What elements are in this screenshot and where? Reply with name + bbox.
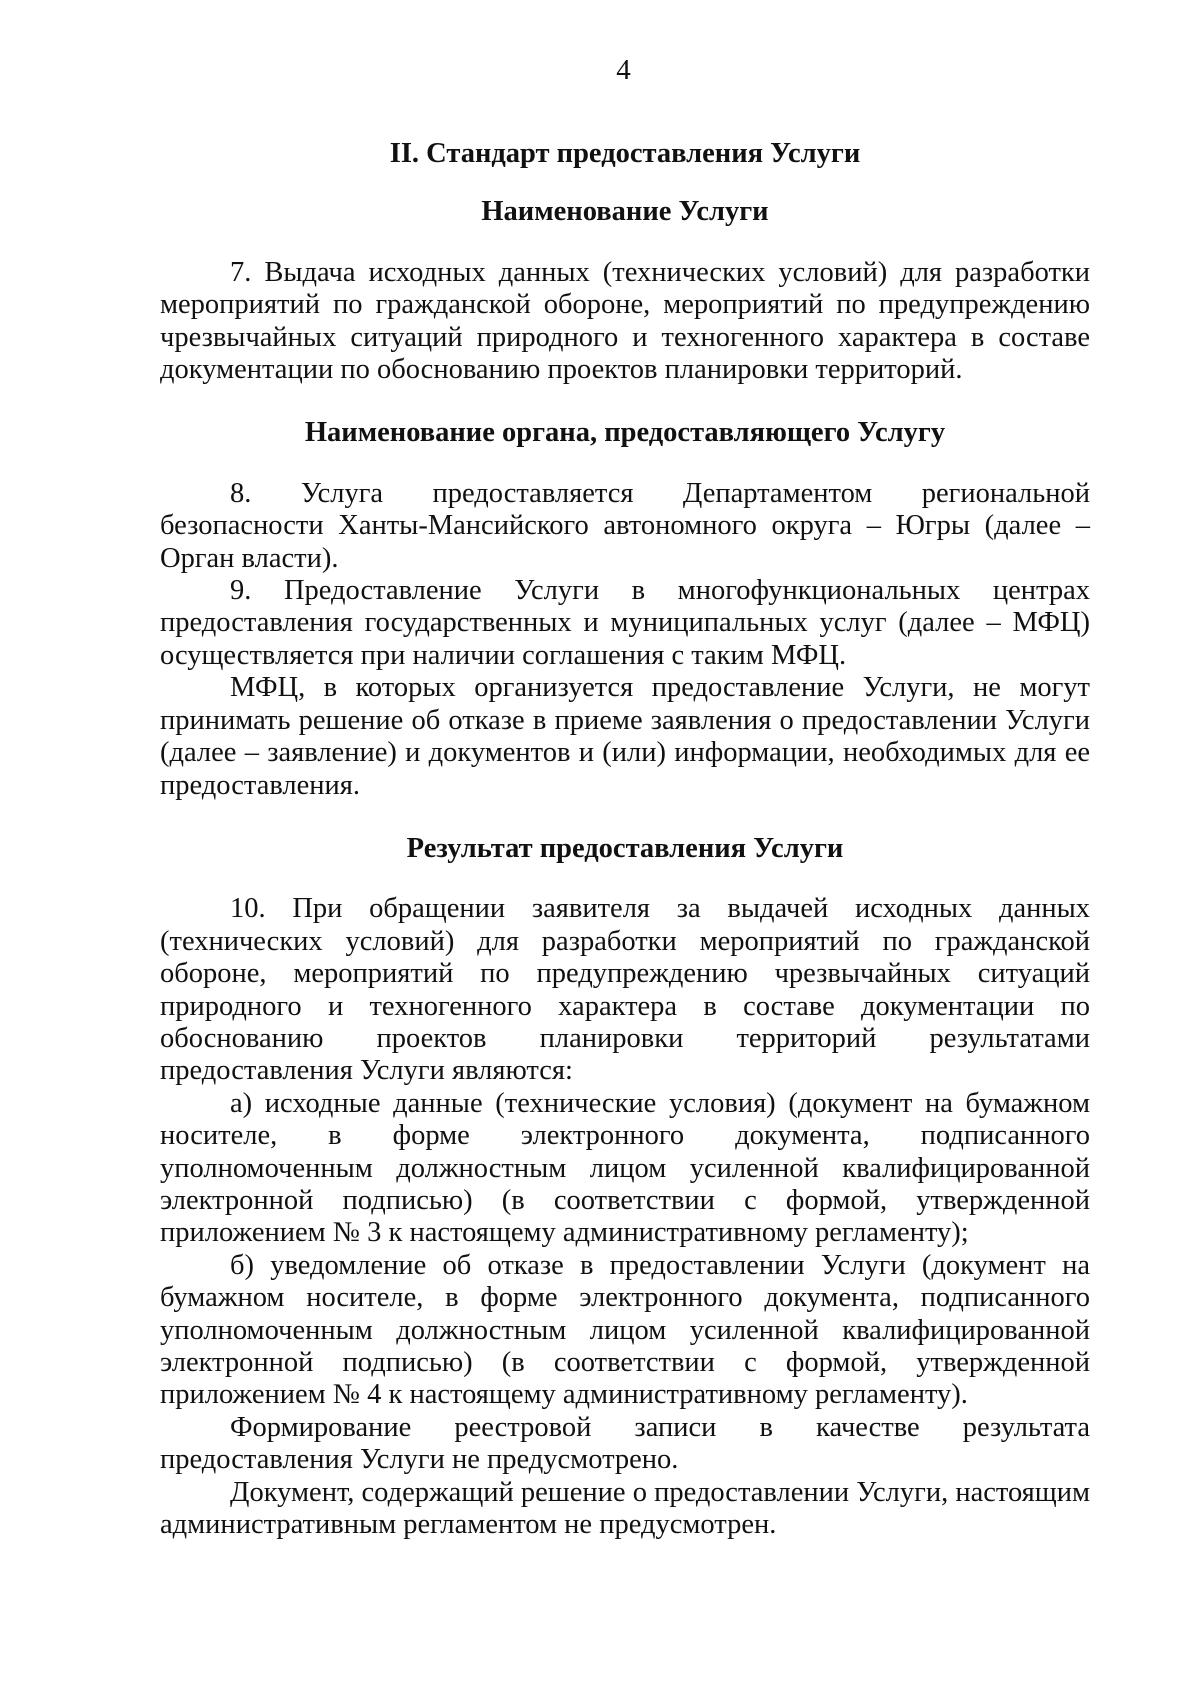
- paragraph-9: 9. Предоставление Услуги в многофункциональных центрах предоставления государственных и муниципальных услуг (далее – МФЦ) осуществляется при наличии соглашения с таким МФЦ.: [160, 575, 1090, 671]
- heading-result: Результат предоставления Услуги: [406, 832, 844, 864]
- paragraph-10: 10. При обращении заявителя за выдачей исходных данных (технических условий) для разработки мероприятий по гражданской обороне, мероприятий по предупреждению чрезвычайных ситуаций природного и техногенного характера в составе документации по обоснованию проектов планировки территорий результатами предоставления Услуги являются:: [160, 893, 1090, 1087]
- paragraph-10-decision: Документ, содержащий решение о предоставлении Услуги, настоящим административным регламентом не предусмотрен.: [160, 1476, 1090, 1541]
- heading-service-name: Наименование Услуги: [481, 196, 769, 228]
- page-number: 4: [616, 54, 631, 86]
- paragraph-8: 8. Услуга предоставляется Департаментом региональной безопасности Ханты-Мансийского автономного округа – Югры (далее – Орган власти).: [160, 477, 1090, 574]
- paragraph-10-a: а) исходные данные (технические условия) (документ на бумажном носителе, в форме электронного документа, подписанного уполномоченным должностным лицом усиленной квалифицированной электронной подписью) (в соответствии с формой, утвержденной приложением № 3 к настоящему административному регламенту);: [160, 1087, 1090, 1249]
- document-body: [160, 138, 1090, 1541]
- paragraph-10-b: б) уведомление об отказе в предоставлении Услуги (документ на бумажном носителе, в форме электронного документа, подписанного уполномоченным должностным лицом усиленной квалифицированной электронной подписью) (в соответствии с формой, утвержденной приложением № 4 к настоящему административному регламенту).: [160, 1249, 1090, 1411]
- paragraph-7: 7. Выдача исходных данных (технических условий) для разработки мероприятий по гражданской обороне, мероприятий по предупреждению чрезвычайных ситуаций природного и техногенного характера в составе документации по обоснованию проектов планировки территорий.: [160, 256, 1090, 386]
- heading-organ: Наименование органа, предоставляющего Услугу: [304, 417, 946, 449]
- paragraph-9-mfc: МФЦ, в которых организуется предоставление Услуги, не могут принимать решение об отказе в приеме заявления о предоставлении Услуги (далее – заявление) и документов и (или) информации, необходимых для ее предоставления.: [160, 672, 1090, 801]
- paragraph-10-registry: Формирование реестровой записи в качестве результата предоставления Услуги не предусмотрено.: [160, 1411, 1090, 1476]
- section-title: II. Стандарт предоставления Услуги: [389, 138, 861, 169]
